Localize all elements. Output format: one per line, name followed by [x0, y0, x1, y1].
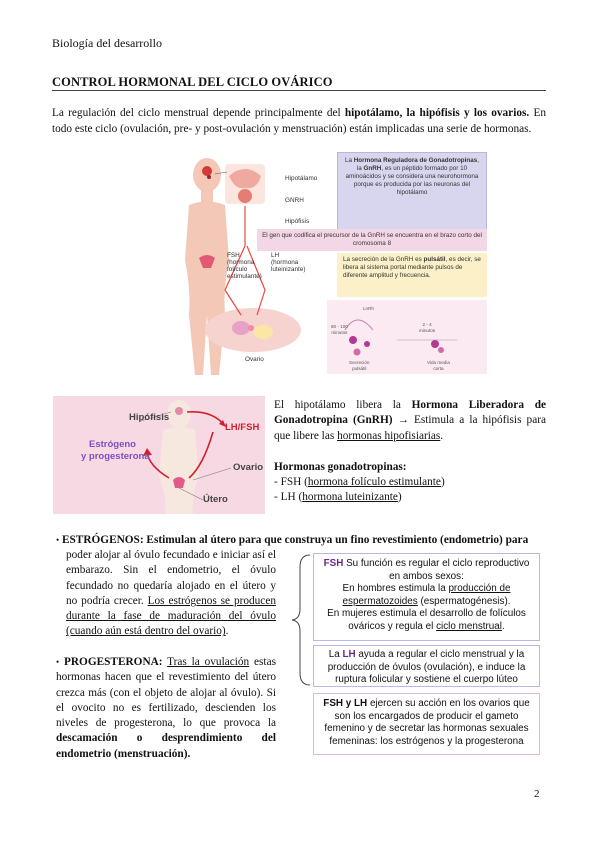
- fig2-label-ovario: Ovario: [233, 462, 264, 473]
- progesterone-heading: PROGESTERONA:: [63, 656, 163, 668]
- pulse-bottom-right-2: corta: [433, 365, 444, 371]
- gnrh-gene-callout: El gen que codifica el precursor de la GnRH se encuentra en el brazo corto del cromosoma 8: [257, 229, 487, 251]
- fig2-label-progesterona: y progesterona: [81, 451, 150, 462]
- intro-text-1: La regulación del ciclo menstrual depende principalmente del: [52, 107, 345, 119]
- estrogens-text: poder alojar al óvulo fecundado e iniciar así el embarazo. Sin el endometrio, el óvulo fecundado no quedaría alojado en el útero y no podría crecer.: [66, 549, 276, 607]
- lh-line: [274, 490, 546, 505]
- fsh-lh-ovary-box: [313, 693, 540, 755]
- callout-bot-text-1: La secreción de la GnRH es: [343, 256, 424, 263]
- gnrh-definition-callout: [337, 152, 487, 234]
- fig2-label-lhfsh: LH/FSH: [225, 422, 260, 433]
- pulse-right-range-unit: minutos: [419, 327, 436, 333]
- gnrh-explanation: [274, 398, 546, 506]
- fsh-name: hormona folículo estimulante: [307, 476, 441, 489]
- gonadotropins-heading: [274, 460, 546, 475]
- lh-pre: - LH (: [274, 491, 303, 504]
- intro-paragraph: [52, 106, 546, 137]
- lh-name: hormona luteinizante: [302, 491, 398, 504]
- lh-post: ): [397, 491, 402, 504]
- pulse-bottom-right-1: Vida media: [427, 360, 450, 365]
- pulse-bottom-right-label: [427, 360, 450, 371]
- gnrh-paragraph: [274, 398, 546, 444]
- pulse-right-range: [419, 322, 435, 333]
- fsh-box-women: [320, 608, 533, 633]
- fig2-label-hipofisis: Hipófisis: [129, 412, 170, 423]
- estrogens-first-line: [56, 533, 546, 548]
- fsh-function-box: [313, 553, 540, 641]
- callout-top-text-1: La: [344, 157, 354, 164]
- label-fsh-sub2: folículo: [227, 266, 248, 273]
- lh-box-content: [314, 646, 539, 690]
- pulse-bottom-left-label: [349, 360, 369, 371]
- pulse-right-range-value: 2 - 4: [422, 322, 432, 327]
- pulse-bottom-left-2: pulsátil: [352, 365, 367, 371]
- label-hipotalamo: Hipotálamo: [285, 175, 318, 182]
- curly-brace: [290, 553, 314, 687]
- pulse-left-range: [331, 324, 348, 335]
- label-fsh-sub3: estimulante): [227, 273, 262, 280]
- callout-top-bold-1: Hormona Reguladora de Gonadotropinas: [353, 157, 478, 164]
- intro-bold: hipotálamo, la hipófisis y los ovarios.: [344, 107, 530, 119]
- estrogens-heading: ESTRÓGENOS:: [61, 534, 144, 546]
- label-gnrh: GNRH: [285, 197, 304, 204]
- bullet-progesterone: •: [56, 657, 60, 667]
- fsh-post: ): [440, 476, 445, 489]
- pulse-left-range-unit: minutos: [331, 329, 348, 335]
- fsh-tag: FSH: [323, 558, 344, 569]
- fsh-lh-tag: FSH y LH: [323, 698, 368, 709]
- callout-top-bold-2: GnRH: [363, 165, 382, 172]
- label-ovario: Ovario: [245, 356, 264, 363]
- page-number: 2: [534, 788, 540, 800]
- running-header: Biología del desarrollo: [52, 36, 162, 50]
- estrogens-body: [66, 548, 276, 640]
- label-lh-sub2: luteinizante): [271, 266, 306, 273]
- fsh-line: [274, 475, 546, 490]
- fig2-label-estrogeno: Estrógeno: [89, 439, 136, 450]
- callout-bot-bold: pulsátil: [423, 256, 446, 263]
- lh-tag: LH: [342, 649, 356, 660]
- fsh-lh-box-text: ejercen su acción en los ovarios que son los encargados de producir el gameto femenino y de secretar las hormonas sexuales femeninas: los estrógenos y la progesterona: [324, 698, 530, 747]
- title-divider: [52, 90, 546, 91]
- fsh-box-line1: [320, 558, 533, 583]
- fsh-box-intro: Su función es regular el ciclo reproductivo en ambos sexos:: [343, 558, 530, 582]
- progesterone-block: [56, 655, 276, 762]
- fsh-women-end: .: [501, 620, 505, 632]
- label-hipofisis: Hipófisis: [285, 218, 310, 225]
- callout-top-text-2: , la: [356, 157, 479, 172]
- progesterone-text: estas hormonas hacen que el revestimiento del útero crezca más (con el objeto de alojar al óvulo). Si el ovocito no es fertilizado, descienden los niveles de progesterona, lo que provoca la: [56, 656, 276, 730]
- callout-top-text-3: , es un péptido formado por 10 aminoácidos y se considera una neurohormona porque es producida por las neuronas del hipotálamo: [345, 165, 479, 196]
- label-lh-title: LH: [271, 252, 280, 259]
- fsh-men-text: En hombres estimula la: [342, 583, 449, 595]
- fsh-men-underlined: producción de espermatozoides: [342, 583, 511, 607]
- intro-text-2: En todo este ciclo (ovulación, pre- y post-ovulación y menstruación) están implicadas una serie de hormonas.: [52, 107, 546, 135]
- pulse-top-label: LnRh: [363, 306, 374, 311]
- fig2-label-utero: Útero: [203, 494, 228, 505]
- progesterone-bold: descamación o desprendimiento del endometrio (menstruación).: [56, 732, 276, 760]
- side-text-a: El hipotálamo libera la: [274, 399, 412, 411]
- fsh-men-end: (espermatogénesis).: [417, 595, 511, 607]
- lh-function-box: [313, 645, 540, 687]
- hormone-targets-figure: [53, 396, 265, 514]
- label-lh: [271, 252, 305, 273]
- fsh-pre: - FSH (: [274, 476, 308, 489]
- hormonal-axis-figure: [185, 150, 490, 378]
- pulsatile-secretion-diagram: [327, 300, 487, 374]
- label-fsh-sub1: (hormona: [227, 259, 255, 266]
- callout-bot-text-2: , es decir, se libera al sistema portal mediante pulsos de diferente amplitud y frecuencia.: [343, 256, 481, 280]
- side-text-b: → Estimula a la hipófisis para que libere las: [274, 414, 546, 442]
- gnrh-pulsatile-callout: [337, 253, 487, 297]
- estrogens-underlined: Los estrógenos se producen durante la fase de maduración del óvulo (cuando aún está dentro del ovario): [66, 594, 276, 638]
- side-text-underlined: hormonas hipofisiarias: [337, 429, 441, 442]
- gonadotropins-title: Hormonas gonadotropinas:: [274, 460, 407, 473]
- fsh-lh-box-content: [314, 694, 539, 752]
- progesterone-underlined: Tras la ovulación: [167, 656, 250, 668]
- fsh-box-content: [314, 554, 539, 638]
- estrogens-line1: Estimulan al útero para que construya un fino revestimiento (endometrio) para: [143, 534, 529, 546]
- lh-box-pre: La: [328, 649, 343, 660]
- label-lh-sub1: (hormona: [271, 259, 299, 266]
- fsh-women-text: En mujeres estimula el desarrollo de folículos ováricos y regula el: [327, 608, 526, 632]
- fsh-women-underlined: ciclo menstrual: [436, 620, 502, 632]
- section-title: CONTROL HORMONAL DEL CICLO OVÁRICO: [52, 75, 333, 89]
- pulse-bottom-left-1: Secreción: [349, 360, 370, 365]
- side-text-c: .: [440, 429, 444, 442]
- bullet-estrogens: •: [56, 535, 60, 545]
- estrogens-end: .: [225, 625, 229, 638]
- pulse-left-range-value: 60 - 100: [331, 324, 348, 329]
- fsh-box-men: [320, 583, 533, 608]
- side-text-bold: Hormona Liberadora de Gonadotropina (GnRH): [274, 399, 546, 427]
- label-fsh-title: FSH: [227, 252, 240, 259]
- lh-box-text: ayuda a regular el ciclo menstrual y la producción de óvulos (ovulación), e induce la ruptura folicular y sostiene el cuerpo lúteo: [327, 649, 526, 686]
- label-fsh: [227, 252, 262, 280]
